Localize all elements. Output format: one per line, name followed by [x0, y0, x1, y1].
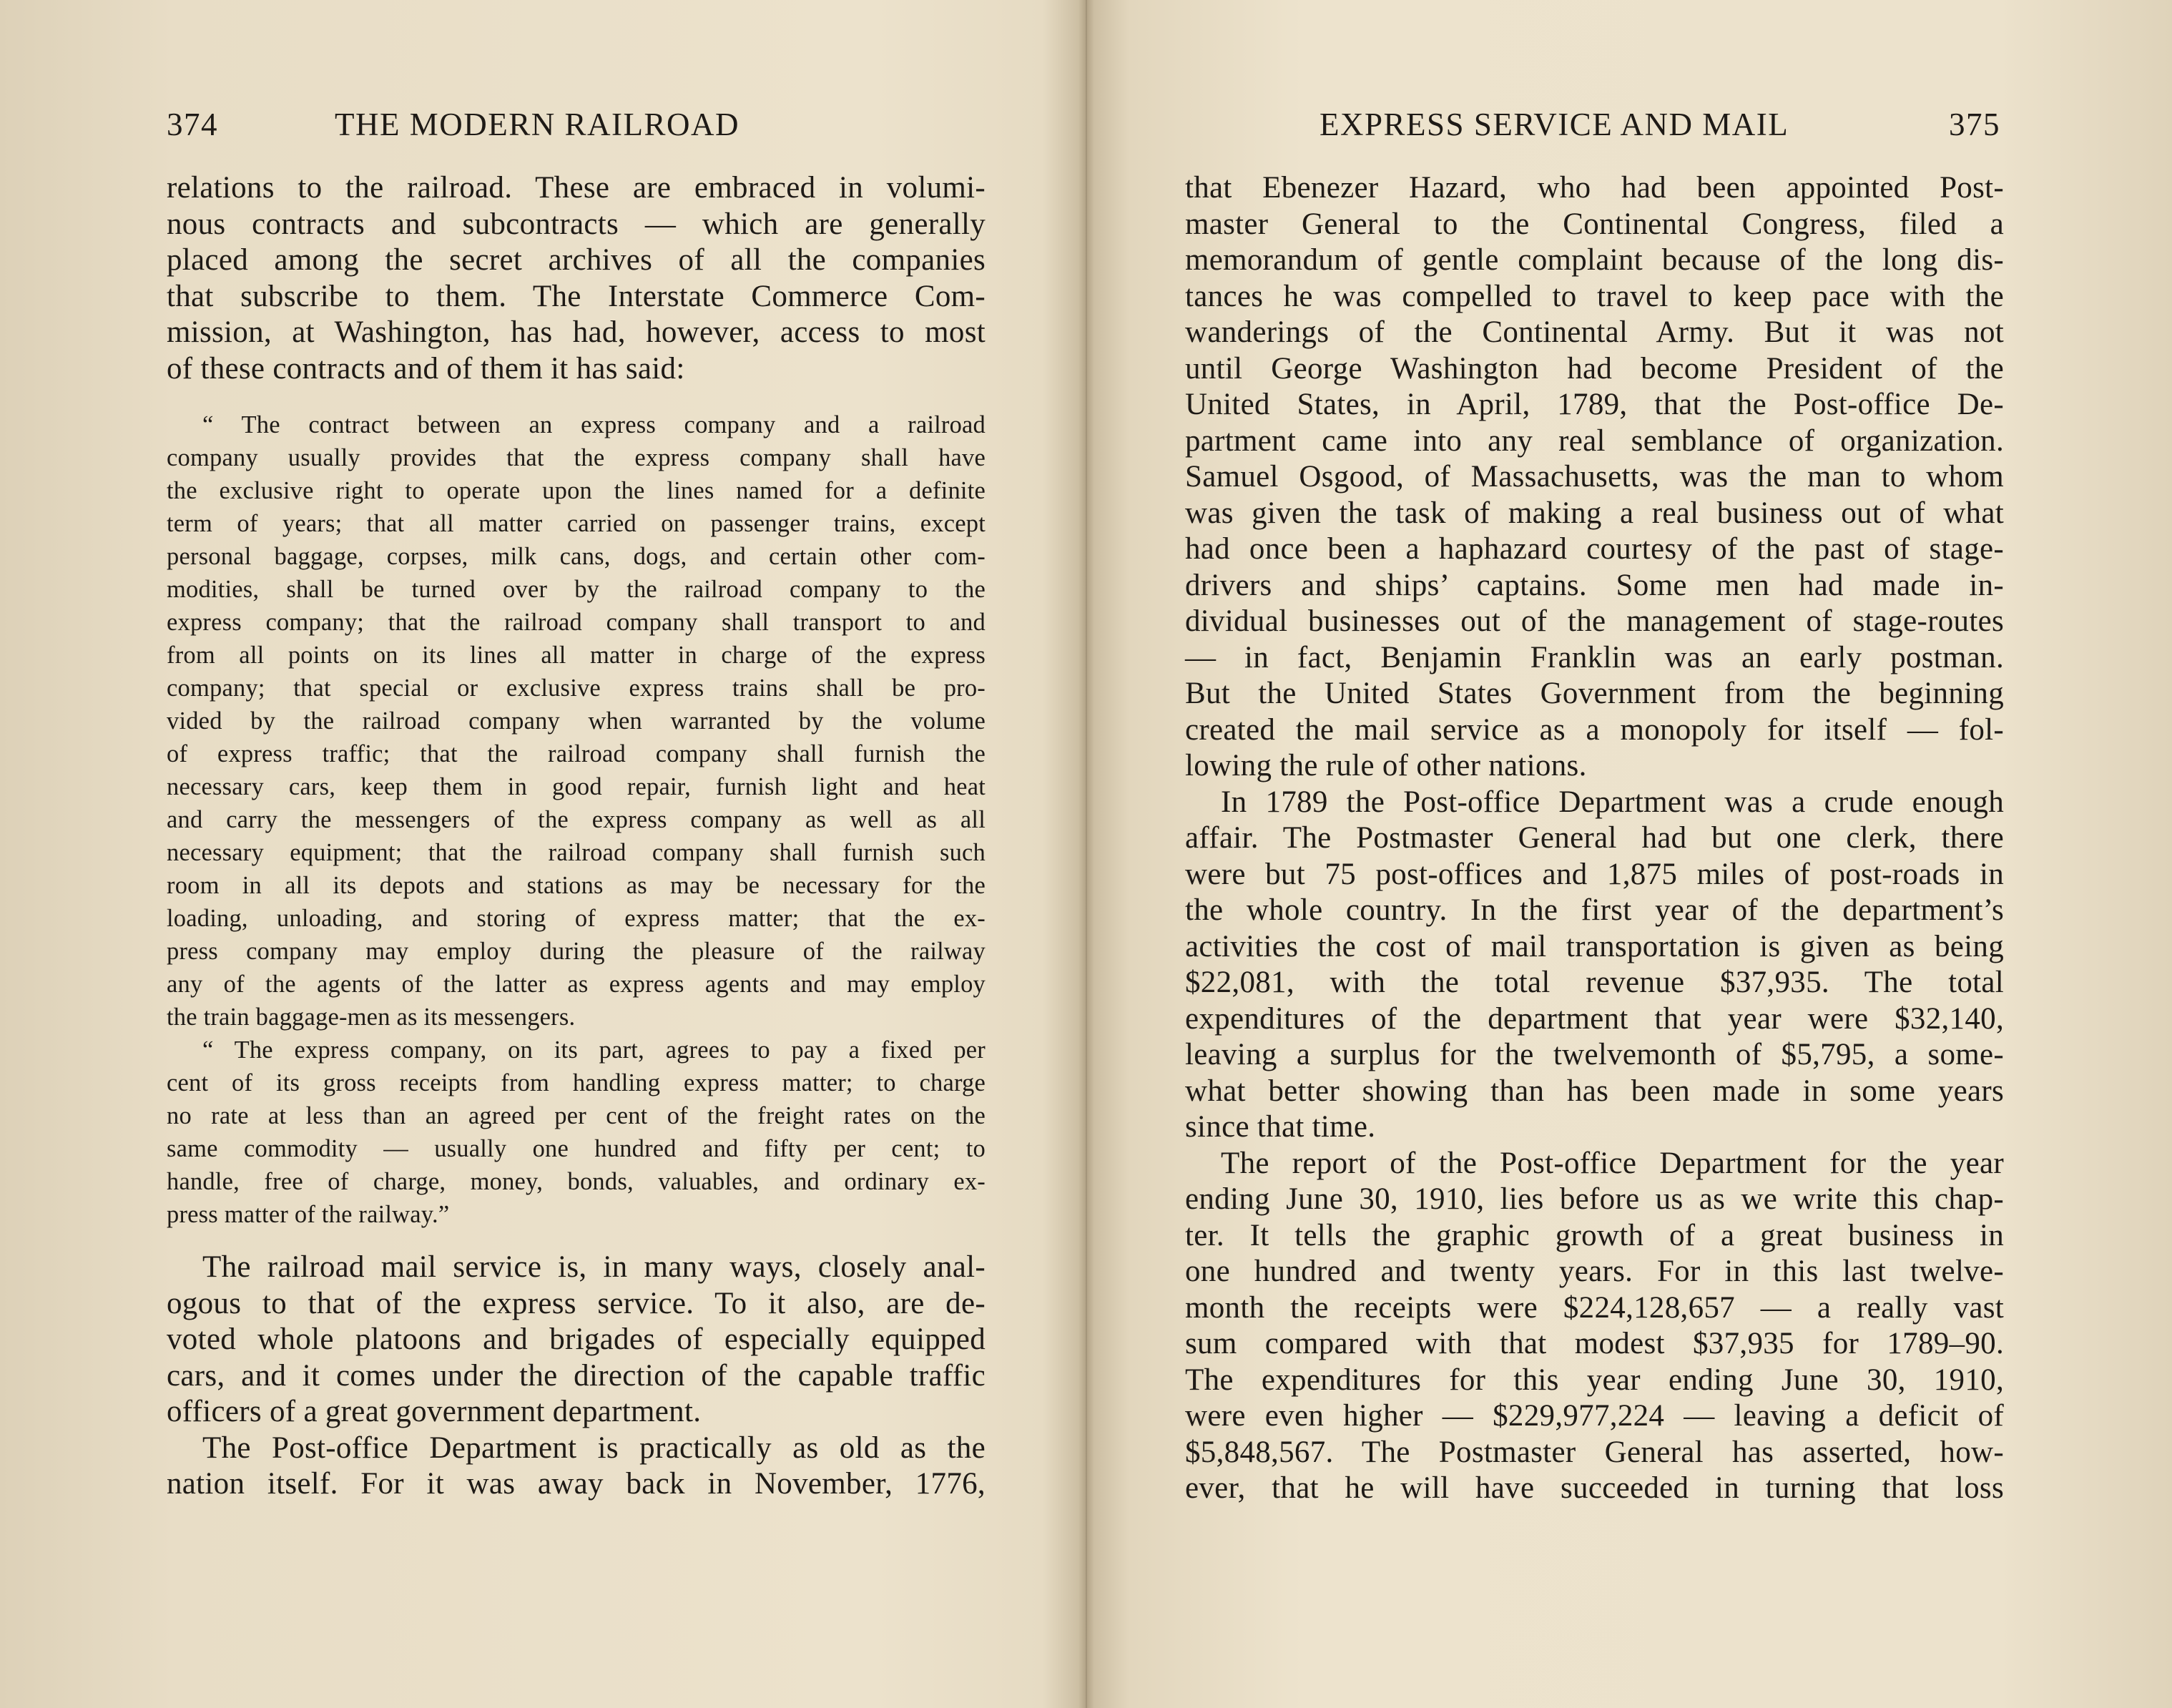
left-page [0, 0, 1080, 1708]
quote-line: room in all its depots and stations as may be necessary for the [167, 872, 986, 899]
block-quote [167, 408, 986, 1231]
quote-line: any of the agents of the latter as express agents and may employ [167, 971, 986, 998]
text-line: created the mail service as a monopoly for itself — fol- [1185, 712, 2004, 747]
text-line: expenditures of the department that year were $32,140, [1185, 1001, 2004, 1036]
text-line: United States, in April, 1789, that the Post-office De- [1185, 388, 2004, 421]
text-line: memorandum of gentle complaint because of the long dis- [1185, 243, 2004, 277]
quote-line: from all points on its lines all matter in charge of the express [167, 642, 986, 669]
paragraph [167, 1250, 986, 1430]
text-line: one hundred and twenty years. For in this last twelve- [1185, 1255, 2004, 1288]
text-line: cars, and it comes under the direction of the capable traffic [167, 1358, 986, 1393]
text-line: sum compared with that modest $37,935 for 1789–90. [1185, 1327, 2004, 1360]
quote-line: the exclusive right to operate upon the lines named for a definite [167, 477, 986, 504]
quote-line: express company; that the railroad company shall transport to and [167, 609, 986, 636]
text-line: nation itself. For it was away back in November, 1776, [167, 1467, 986, 1501]
text-line: that Ebenezer Hazard, who had been appointed Post- [1185, 171, 2004, 205]
text-line: The railroad mail service is, in many ways, closely anal- [202, 1250, 986, 1284]
quote-line: no rate at less than an agreed per cent of the freight rates on the [167, 1102, 986, 1129]
text-line: The Post-office Department is practically as old as the [202, 1430, 986, 1465]
quote-line: of express traffic; that the railroad company shall furnish the [167, 740, 986, 767]
text-line: had once been a haphazard courtesy of the past of stage- [1185, 532, 2004, 566]
quote-line: term of years; that all matter carried on passenger trains, except [167, 510, 986, 537]
text-line: affair. The Postmaster General had but one clerk, there [1185, 821, 2004, 855]
text-line: The report of the Post-office Department for the year [1221, 1146, 2004, 1180]
text-line: ogous to that of the express service. To it also, are de- [167, 1286, 986, 1320]
quote-line: necessary cars, keep them in good repair, furnish light and heat [167, 773, 986, 800]
paragraph [1185, 170, 2004, 785]
text-line: lowing the rule of other nations. [1185, 749, 1587, 782]
text-line: But the United States Government from the beginning [1185, 677, 2004, 710]
quote-line: vided by the railroad company when warranted by the volume [167, 707, 986, 735]
quote-line: cent of its gross receipts from handling express matter; to charge [167, 1069, 986, 1096]
page-number-right: 375 [1949, 107, 2000, 142]
text-line: voted whole platoons and brigades of especially equipped [167, 1322, 986, 1356]
quote-line: same commodity — usually one hundred and fifty per cent; to [167, 1135, 986, 1162]
running-head-left: THE MODERN RAILROAD [335, 107, 739, 142]
text-line: activities the cost of mail transportation is given as being [1185, 929, 2004, 963]
quote-line: loading, unloading, and storing of express matter; that the ex- [167, 905, 986, 932]
right-page [1092, 0, 2172, 1708]
quote-line: press matter of the railway.” [167, 1201, 450, 1228]
text-line: was given the task of making a real business out of what [1185, 496, 2004, 530]
text-line: the whole country. In the first year of the department’s [1185, 893, 2004, 927]
text-line: — in fact, Benjamin Franklin was an early postman. [1185, 640, 2004, 674]
paragraph [167, 1430, 986, 1503]
quote-line: personal baggage, corpses, milk cans, dogs, and certain other com- [167, 543, 986, 570]
quote-line: modities, shall be turned over by the railroad company to the [167, 576, 986, 603]
text-line: since that time. [1185, 1110, 1376, 1144]
right-page-body [1185, 170, 2004, 1507]
text-line: $5,848,567. The Postmaster General has asserted, how- [1185, 1435, 2004, 1469]
text-line: wanderings of the Continental Army. But it was not [1185, 315, 2004, 349]
text-line: drivers and ships’ captains. Some men had made in- [1185, 568, 2004, 602]
text-line: The expenditures for this year ending June 30, 1910, [1185, 1363, 2004, 1397]
quote-line: company usually provides that the express company shall have [167, 444, 986, 471]
text-line: mission, at Washington, has had, however, access to most [167, 315, 986, 349]
text-line: that subscribe to them. The Interstate Commerce Com- [167, 279, 986, 313]
quote-line: necessary equipment; that the railroad company shall furnish such [167, 839, 986, 866]
text-line: were even higher — $229,977,224 — leaving a deficit of [1185, 1399, 2004, 1433]
text-line: month the receipts were $224,128,657 — a really vast [1185, 1290, 2004, 1325]
text-line: were but 75 post-offices and 1,875 miles of post-roads in [1185, 857, 2004, 891]
quote-line: “ The contract between an express company and a railroad [202, 411, 986, 438]
text-line: what better showing than has been made in some years [1185, 1074, 2004, 1108]
text-line: ter. It tells the graphic growth of a great business in [1185, 1218, 2004, 1252]
paragraph [167, 170, 986, 387]
page-number-left: 374 [167, 107, 218, 142]
text-line: relations to the railroad. These are embraced in volumi- [167, 171, 986, 205]
text-line: leaving a surplus for the twelvemonth of $5,795, a some- [1185, 1038, 2004, 1071]
left-page-body [167, 170, 986, 1503]
text-line: dividual businesses out of the management of stage-routes [1185, 604, 2004, 638]
text-line: until George Washington had become President of the [1185, 351, 2004, 386]
text-line: tances he was compelled to travel to keep pace with the [1185, 279, 2004, 313]
quote-line: the train baggage-men as its messengers. [167, 1003, 576, 1031]
text-line: $22,081, with the total revenue $37,935. The total [1185, 966, 2004, 999]
text-line: ending June 30, 1910, lies before us as we write this chap- [1185, 1182, 2004, 1216]
text-line: Samuel Osgood, of Massachusetts, was the man to whom [1185, 460, 2004, 494]
text-line: officers of a great government department. [167, 1395, 702, 1428]
text-line: placed among the secret archives of all the companies [167, 243, 986, 277]
quote-line: and carry the messengers of the express company as well as all [167, 806, 986, 833]
paragraph [1185, 1146, 2004, 1507]
text-line: ever, that he will have succeeded in turning that loss [1185, 1471, 2004, 1505]
quote-line: handle, free of charge, money, bonds, valuables, and ordinary ex- [167, 1168, 986, 1195]
paragraph [1185, 785, 2004, 1146]
text-line: of these contracts and of them it has said: [167, 351, 685, 386]
text-line: partment came into any real semblance of organization. [1185, 423, 2004, 458]
text-line: In 1789 the Post-office Department was a crude enough [1221, 785, 2004, 819]
text-line: nous contracts and subcontracts — which are generally [167, 207, 986, 241]
text-line: master General to the Continental Congress, filed a [1185, 207, 2004, 241]
quote-line: “ The express company, on its part, agrees to pay a fixed per [202, 1036, 986, 1064]
running-head-right: EXPRESS SERVICE AND MAIL [1320, 107, 1789, 142]
quote-line: company; that special or exclusive express trains shall be pro- [167, 674, 986, 702]
quote-line: press company may employ during the pleasure of the railway [167, 938, 986, 965]
